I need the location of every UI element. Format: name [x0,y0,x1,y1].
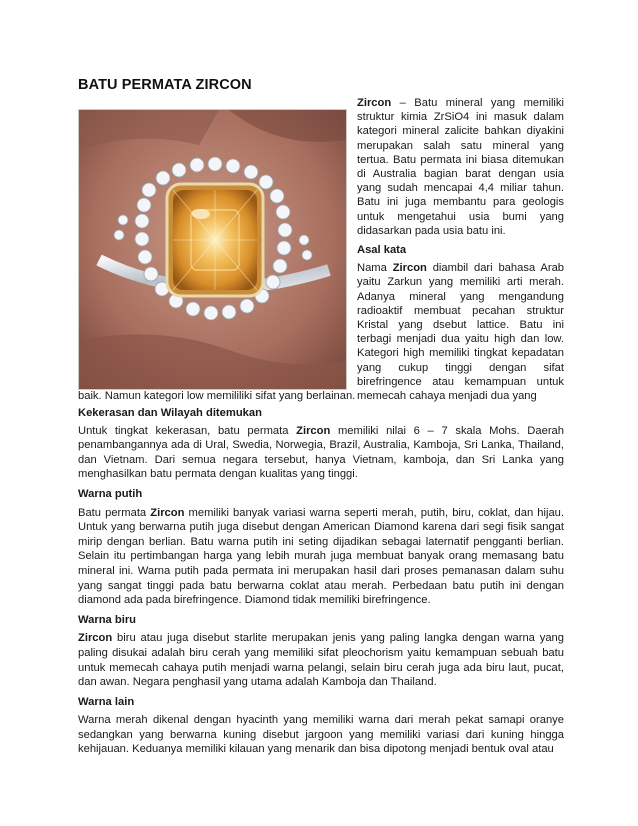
heading-warna-putih: Warna putih [78,487,143,500]
heading-asal-kata: Asal kata [357,244,407,257]
warna-putih-prefix: Batu permata [78,506,151,519]
warna-putih-term: Zircon [150,506,185,519]
asal-kata-prefix: Nama [357,262,393,275]
kekerasan-term: Zircon [296,424,331,437]
zircon-ring-photo [78,109,347,390]
asal-kata-text: diambil dari bahasa Arab yaitu Zarkun yang memiliki arti merah. Adanya mineral yang mengandung radioaktif membuat pecahan struktur Kristal yang dsebut lattice. Batu ini terbagi menjadi dua yaitu high dan low. Kategori high memiliki tingkat kepadatan yang cukup tinggi dengan sifat birefringence atau kemampuan untuk memecah cahaya menjadi dua yang [357,262,565,403]
heading-kekerasan: Kekerasan dan Wilayah ditemukan [78,407,262,419]
warna-putih-text: memiliki banyak variasi warna seperti merah, putih, biru, coklat, dan hijau. Untuk yang berwarna putih juga disebut dengan American Diamond karena dari segi fisik sangat mirip dengan berlian. Batu warna putih ini seting dijadikan sebagai laternatif pengganti berlian. Selain itu pertimbangan harga yang lebih murah juga membuat banyak orang memasang batu mineral ini. Warna putih pada permata ini merupakan hasil dari proses pemanasan dalam suhu yang sangat tinggi pada batu berwarna coklat atau merah. Perbedaan batu putih ini dengan diamond ada pada birefringence. Diamond tidak memiliki birefringence. [78,506,564,607]
asal-kata-continuation-block [78,389,564,404]
warna-biru-text: biru atau juga disebut starlite merupakan jenis yang paling langka dengan warna yang paling disukai adalah biru cerah yang memiliki sifat pleochorism yaitu kemampuan sebuah batu untuk memecah cahaya putih menjadi warna pelangi, selain biru cerah juga ada biru laut, pucat, dan awan. Negara penghasil yang utama adalah Kamboja dan Thailand. [78,632,564,689]
heading-warna-lain: Warna lain [78,695,135,708]
intro-term: Zircon [357,97,392,109]
intro-column [357,96,564,403]
intro-text: – Batu mineral yang memiliki struktur kimia ZrSiO4 ini masuk dalam kategori mineral zalicite bahkan diyakini merupakan salah satu mineral yang tertua. Batu permata ini biasa ditemukan di Australia bagian barat dengan usia yang sudah mencapai 4,4 miliar tahun. Batu ini juga membantu para geologis untuk mengetahui usia bumi yang didasarkan pada usia batu ini. [357,97,564,237]
body-sections [78,406,564,757]
asal-kata-term: Zircon [392,262,427,275]
kekerasan-text: memiliki nilai 6 – 7 skala Mohs. Daerah penambangannya ada di Ural, Swedia, Norwegia, Brazil, Australia, Kamboja, Sri Lanka, Thailand, dan Vietnam. Dari semua negara tersebut, hanya Vietnam, kamboja, dan Sri Lanka yang menghasilkan batu permata dengan kualitas yang tinggi. [78,424,564,481]
kekerasan-paragraph [78,424,564,482]
asal-kata-continuation: baik. Namun kategori low memililiki sifat yang berlainan. [78,390,356,402]
heading-warna-biru: Warna biru [78,613,137,626]
asal-kata-paragraph [357,261,564,403]
warna-biru-paragraph [78,631,564,689]
warna-biru-term: Zircon [78,632,113,645]
kekerasan-prefix: Untuk tingkat kekerasan, batu permata [78,424,297,437]
intro-paragraph [357,96,564,238]
page-title: BATU PERMATA ZIRCON [78,77,252,93]
warna-putih-paragraph [78,506,564,608]
warna-lain-paragraph: Warna merah dikenal dengan hyacinth yang memiliki warna dari merah pekat samapi oranye sedangkan yang berwarna kuning disebut jargoon yang memiliki variasi dari kuning hingga kehijauan. Keduanya memiliki kilauan yang menarik dan bisa dipotong menjadi bentuk oval atau [78,714,564,756]
